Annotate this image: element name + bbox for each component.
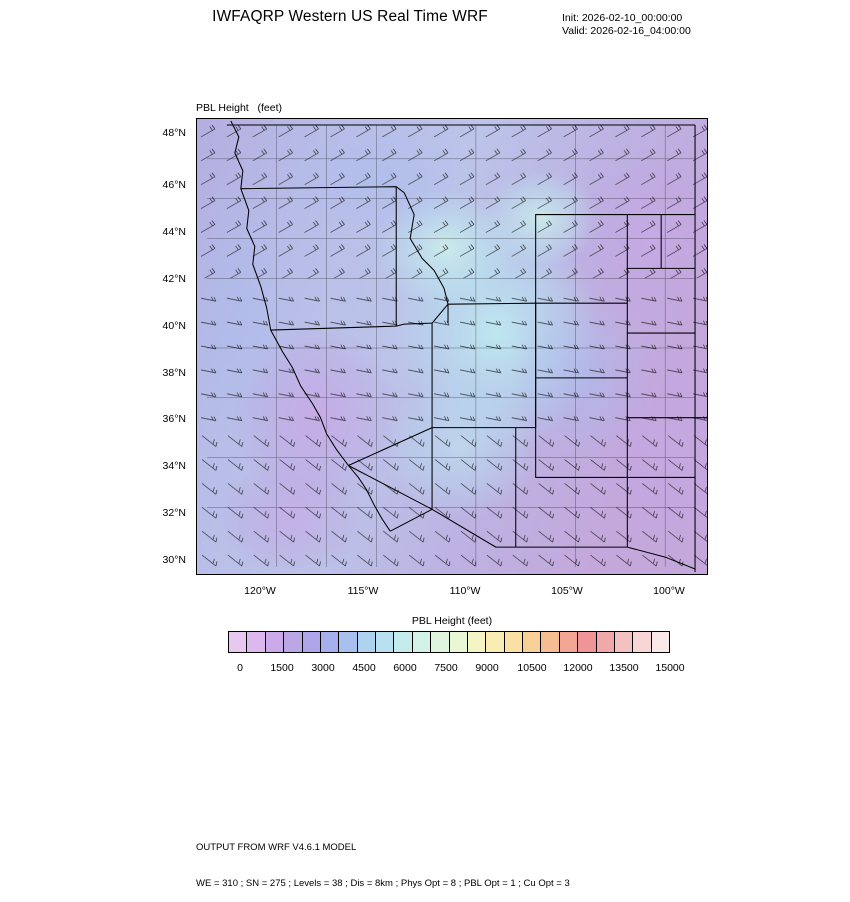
init-time-label: Init: 2026-02-10_00:00:00 (562, 12, 683, 24)
colorbar[interactable] (228, 631, 670, 653)
colorbar-cell (578, 632, 596, 652)
y-tick-44N: 44°N (162, 226, 186, 238)
cbar-tick-9000: 9000 (475, 662, 499, 674)
y-tick-48N: 48°N (162, 127, 186, 139)
colorbar-cell (413, 632, 431, 652)
cbar-tick-13500: 13500 (609, 662, 639, 674)
page-title: IWFAQRP Western US Real Time WRF (212, 8, 488, 25)
colorbar-cell (266, 632, 284, 652)
map-svg (197, 119, 707, 574)
x-tick-105W: 105°W (551, 585, 583, 597)
colorbar-cell (652, 632, 669, 652)
y-tick-36N: 36°N (162, 413, 186, 425)
y-tick-40N: 40°N (162, 320, 186, 332)
colorbar-cell (303, 632, 321, 652)
y-tick-30N: 30°N (162, 554, 186, 566)
cbar-tick-4500: 4500 (352, 662, 376, 674)
pbl-height-label: PBL Height (feet) (196, 102, 282, 114)
x-tick-100W: 100°W (653, 585, 685, 597)
y-tick-38N: 38°N (162, 367, 186, 379)
y-tick-42N: 42°N (162, 273, 186, 285)
x-tick-110W: 110°W (449, 585, 481, 597)
cbar-tick-6000: 6000 (393, 662, 417, 674)
colorbar-cell (597, 632, 615, 652)
colorbar-cell (486, 632, 504, 652)
colorbar-cell (468, 632, 486, 652)
x-tick-120W: 120°W (244, 585, 276, 597)
colorbar-cell (229, 632, 247, 652)
x-axis-labels (196, 585, 708, 605)
colorbar-cell (394, 632, 412, 652)
x-tick-115W: 115°W (347, 585, 379, 597)
cbar-tick-10500: 10500 (517, 662, 547, 674)
colorbar-cell (247, 632, 265, 652)
colorbar-cell (284, 632, 302, 652)
colorbar-cell (450, 632, 468, 652)
colorbar-cell (339, 632, 357, 652)
colorbar-cell (633, 632, 651, 652)
footer-block (196, 818, 570, 902)
colorbar-cell (321, 632, 339, 652)
y-tick-32N: 32°N (162, 507, 186, 519)
valid-time-label: Valid: 2026-02-16_04:00:00 (562, 25, 691, 37)
cbar-tick-3000: 3000 (311, 662, 335, 674)
y-tick-46N: 46°N (162, 179, 186, 191)
cbar-tick-0: 0 (237, 662, 243, 674)
init-valid-block (562, 12, 691, 38)
y-tick-34N: 34°N (162, 460, 186, 472)
colorbar-cell (431, 632, 449, 652)
map-plot[interactable] (196, 118, 708, 575)
cbar-tick-1500: 1500 (270, 662, 294, 674)
y-axis-labels (140, 118, 190, 575)
footer-config-line: WE = 310 ; SN = 275 ; Levels = 38 ; Dis = 8km ; Phys Opt = 8 ; PBL Opt = 1 ; Cu Opt = 3 (196, 878, 570, 889)
colorbar-cell (541, 632, 559, 652)
cbar-tick-12000: 12000 (563, 662, 593, 674)
colorbar-cell (505, 632, 523, 652)
cbar-tick-15000: 15000 (655, 662, 685, 674)
footer-model-line: OUTPUT FROM WRF V4.6.1 MODEL (196, 842, 357, 853)
colorbar-cell (376, 632, 394, 652)
colorbar-cell (358, 632, 376, 652)
colorbar-cell (615, 632, 633, 652)
cbar-tick-7500: 7500 (434, 662, 458, 674)
colorbar-cell (523, 632, 541, 652)
colorbar-ticks (188, 662, 708, 678)
colorbar-cell (560, 632, 578, 652)
colorbar-title: PBL Height (feet) (411, 615, 493, 627)
